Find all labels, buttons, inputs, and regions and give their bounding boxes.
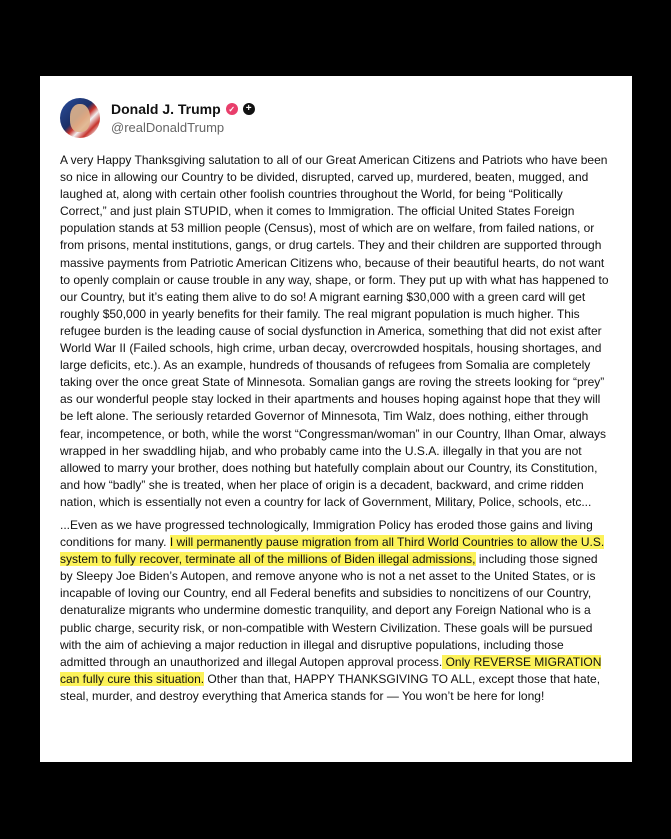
paragraph-2-text-3: Other than that, HAPPY THANKSGIVING TO ALL, except those that hate, steal, murder, and destroy everything that America stands for — You won’t be here for long!: [60, 671, 601, 703]
highlight-2: Only REVERSE MIGRATION can fully cure this situation.: [60, 654, 602, 686]
paragraph-2-text-2: including those signed by Sleepy Joe Biden’s Autopen, and remove anyone who is not a net asset to the United States, or is incapable of loving our Country, end all Federal benefits and subsidies to noncitizens of our Country, denaturalize migrants who undermine domestic tranquility, and deport any Foreign National who is a public charge, security risk, or non-compatible with Western Civilization. These goals will be pursued with the aim of achieving a major reduction in illegal and disruptive populations, including those admitted through an unauthorized and illegal Autopen approval process.: [60, 552, 598, 669]
avatar[interactable]: [60, 98, 100, 138]
author-handle[interactable]: @realDonaldTrump: [111, 120, 225, 135]
plus-icon: +: [243, 103, 255, 115]
post-card: [40, 76, 632, 762]
post-paragraph-2: [60, 517, 612, 705]
post-header: [60, 94, 612, 142]
avatar-face: [70, 104, 90, 132]
post-paragraph-1: A very Happy Thanksgiving salutation to all of our Great American Citizens and Patriots who have been so nice in allowing our Country to be divided, disrupted, carved up, murdered, beaten, mugged, and laughed at, along with certain other foolish countries throughout the World, for being “Politically Correct,” and just plain STUPID, when it comes to Immigration. The official United States Foreign population stands at 53 million people (Census), most of which are on welfare, from failed nations, or from prisons, mental institutions, gangs, or drug cartels. They and their children are supported through massive payments from Patriotic American Citizens who, because of their beautiful hearts, do not want to openly complain or cause trouble in any way, shape, or form. They put up with what has happened to our Country, but it’s eating them alive to do so! A migrant earning $30,000 with a green card will get roughly $50,000 in yearly benefits for their family. The real migrant population is much higher. This refugee burden is the leading cause of social dysfunction in America, something that did not exist after World War II (Failed schools, high crime, urban decay, overcrowded hospitals, housing shortages, and large deficits, etc.). As an example, hundreds of thousands of refugees from Somalia are completely taking over the once great State of Minnesota. Somalian gangs are roving the streets looking for “prey” as our wonderful people stay locked in their apartments and houses hoping against hope that they will be left alone. The seriously retarded Governor of Minnesota, Tim Walz, does nothing, either through fear, incompetence, or both, while the worst “Congressman/woman” in our Country, Ilhan Omar, always wrapped in her swaddling hijab, and who probably came into the U.S.A. illegally in that you are not allowed to marry your brother, does nothing but hatefully complain about our Country, its Constitution, and how “badly” she is treated, when her place of origin is a decadent, backward, and crime ridden nation, which is essentially not even a country for lack of Government, Military, Police, schools, etc...: [60, 153, 609, 509]
author-name[interactable]: Donald J. Trump: [111, 101, 221, 117]
highlight-1: I will permanently pause migration from all Third World Countries to allow the U.S. system to fully recover, terminate all of the millions of Biden illegal admissions,: [60, 535, 605, 567]
post-body: [60, 152, 612, 705]
author-info: [111, 101, 255, 135]
verified-icon: ✓: [226, 103, 238, 115]
paragraph-2-text-1: ...Even as we have progressed technologically, Immigration Policy has eroded those gains and living conditions for many.: [60, 517, 593, 550]
name-row: [111, 101, 255, 117]
